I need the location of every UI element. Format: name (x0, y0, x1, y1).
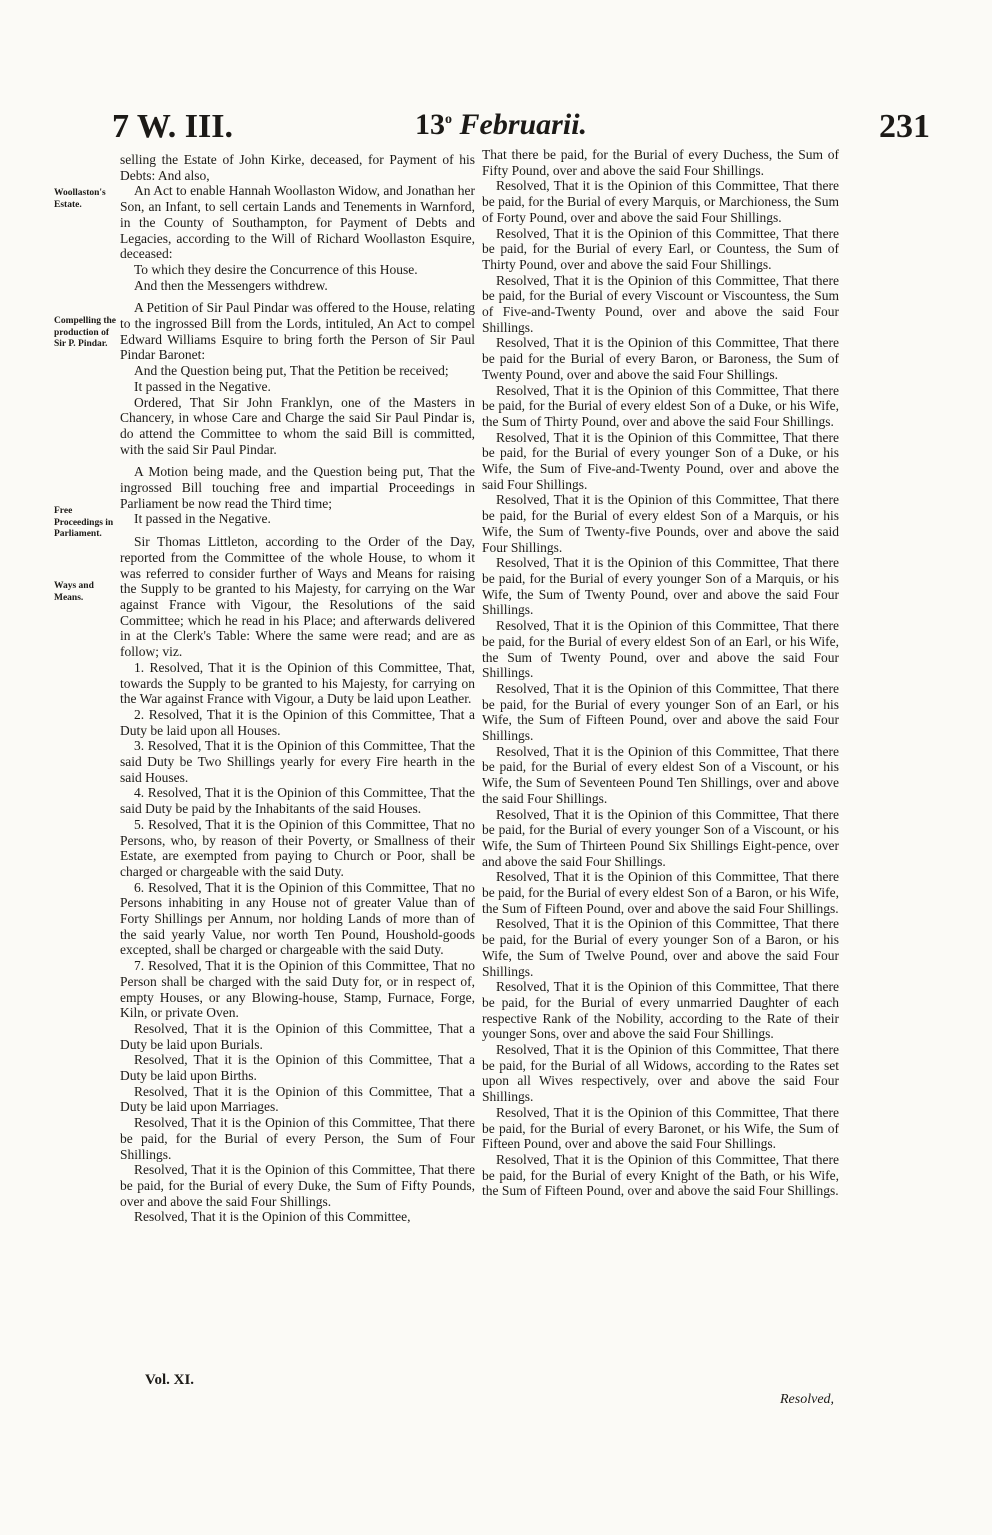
volume-signature: Vol. XI. (145, 1372, 195, 1388)
paragraph: Resolved, That it is the Opinion of this Committee, That there be paid, for the Burial of every Viscount or Viscountess, the Sum of Five-and-Twenty Pound, over and above the said Four Shillings. (482, 272, 839, 335)
paragraph: Resolved, That it is the Opinion of this Committee, That there be paid for the Burial of every Baron, or Baroness, the Sum of Twenty Pound, over and above the said Four Shillings. (482, 335, 839, 382)
paragraph: 5. Resolved, That it is the Opinion of this Committee, That no Persons, who, by reason of their Poverty, or Smallness of their Estate, are exempted from paying to Church or Poor, shall be charged or chargeable with the said Duty. (120, 816, 475, 879)
margin-note-woollaston: Woollaston's Estate. (54, 188, 106, 210)
left-column (120, 152, 475, 1225)
paragraph: Resolved, That it is the Opinion of this Committee, That a Duty be laid upon Burials. (120, 1020, 475, 1052)
paragraph: Resolved, That it is the Opinion of this Committee, That there be paid, for the Burial of every eldest Son of an Earl, or his Wife, the Sum of Twenty Pound, over and above the said Four Shillings. (482, 618, 839, 681)
paragraph: Resolved, That it is the Opinion of this Committee, That there be paid, for the Burial of every younger Son of a Duke, or his Wife, the Sum of Five-and-Twenty Pound, over and above the said Four Shillings. (482, 429, 839, 492)
paragraph: A Petition of Sir Paul Pindar was offered to the House, relating to the ingrossed Bill from the Lords, intituled, An Act to compel Edward Williams Esquire to bring forth the Person of Sir Paul Pindar Baronet: (120, 300, 475, 363)
paragraph: 2. Resolved, That it is the Opinion of this Committee, That a Duty be laid upon all Houses. (120, 706, 475, 738)
paragraph: 3. Resolved, That it is the Opinion of this Committee, That the said Duty be Two Shillings yearly for every Fire hearth in the said Houses. (120, 738, 475, 785)
margin-note-pindar: Compelling the production of Sir P. Pindar. (54, 316, 117, 349)
paragraph: Resolved, That it is the Opinion of this Committee, That there be paid, for the Burial of every younger Son of a Marquis, or his Wife, the Sum of Twenty Pound, over and above the said Four Shillings. (482, 555, 839, 618)
paragraph: Sir Thomas Littleton, according to the Order of the Day, reported from the Committee of the whole House, to whom it was referred to consider further of Ways and Means for raising the Supply to be granted to his Majesty, for carrying on the War against France with Vigour, the Resolutions of the said Committee; which he read in his Place; and afterwards delivered in at the Clerk's Table: Where the same were read; and are as follow; viz. (120, 534, 475, 660)
paragraph: Resolved, That it is the Opinion of this Committee, That a Duty be laid upon Births. (120, 1052, 475, 1084)
paragraph: Resolved, That it is the Opinion of this Committee, That there be paid, for the Burial of every Marquis, or Marchioness, the Sum of Forty Pound, over and above the said Four Shillings. (482, 178, 839, 225)
right-column (482, 147, 839, 1199)
paragraph: 1. Resolved, That it is the Opinion of this Committee, That, towards the Supply to be granted to his Majesty, for carrying on the War against France with Vigour, a Duty be laid upon Leather. (120, 659, 475, 707)
paragraph: Resolved, That it is the Opinion of this Committee, That there be paid, for the Burial of every eldest Son of a Baron, or his Wife, the Sum of Fifteen Pound, over and above the said Four Shillings. (482, 869, 839, 916)
paragraph: A Motion being made, and the Question being put, That the ingrossed Bill touching free and impartial Proceedings in Parliament be now read the Third time; (120, 464, 475, 511)
page-number: 231 (879, 108, 930, 145)
paragraph: Resolved, That it is the Opinion of this Committee, That there be paid, for the Burial of every younger Son of an Earl, or his Wife, the Sum of Fifteen Pound, over and above the said Four Shillings. (482, 680, 839, 744)
paragraph: Resolved, That it is the Opinion of this Committee, That there be paid, for the Burial of every Duke, the Sum of Fifty Pounds, over and above the said Four Shillings. (120, 1162, 475, 1209)
paragraph: Resolved, That it is the Opinion of this Committee, That there be paid, for the Burial of every Baronet, or his Wife, the Sum of Fifteen Pound, over and above the said Four Shillings. (482, 1104, 839, 1152)
paragraph: Resolved, That it is the Opinion of this Committee, That there be paid, for the Burial of every Knight of the Bath, or his Wife, the Sum of Fifteen Pound, over and above the said Four Shillings. (482, 1152, 839, 1199)
paragraph: 7. Resolved, That it is the Opinion of this Committee, That no Person shall be charged with the said Duty for, or in respect of, empty Houses, or any Blowing-house, Stamp, Furnace, Forge, Kiln, or private Oven. (120, 958, 475, 1021)
paragraph: Resolved, That it is the Opinion of this Committee, That there be paid, for the Burial of every eldest Son of a Duke, or his Wife, the Sum of Thirty Pound, over and above the said Four Shillings. (482, 382, 839, 429)
paragraph: Resolved, That it is the Opinion of this Committee, (134, 1209, 411, 1225)
paragraph: That there be paid, for the Burial of every Duchess, the Sum of Fifty Pound, over and above the said Four Shillings. (482, 147, 839, 178)
regnal-year: 7 W. III. (112, 108, 233, 145)
paragraph: To which they desire the Concurrence of this House. (134, 261, 418, 277)
paragraph: Resolved, That it is the Opinion of this Committee, That there be paid, for the Burial of every unmarried Daughter of each respective Rank of the Nobility, according to the Rate of their younger Sons, over and above the said Four Shillings. (482, 979, 839, 1042)
catchword: Resolved, (780, 1392, 835, 1407)
running-date: 13$^o$ Februarii. (415, 108, 588, 141)
paragraph: Resolved, That it is the Opinion of this Committee, That there be paid, for the Burial of every eldest Son of a Marquis, or his Wife, the Sum of Twenty-five Pounds, over and above the said Four Shillings. (482, 492, 839, 555)
paragraph: Ordered, That Sir John Franklyn, one of the Masters in Chancery, in whose Care and Charge the said Sir Paul Pindar is, do attend the Committee to whom the said Bill is committed, with the said Sir Paul Pindar. (120, 394, 475, 457)
margin-note-free: Free Proceedings in Parliament. (54, 506, 114, 539)
paragraph: Resolved, That it is the Opinion of this Committee, That there be paid, for the Burial of every younger Son of a Baron, or his Wife, the Sum of Twelve Pound, over and above the said Four Shillings. (482, 916, 839, 979)
paragraph: 4. Resolved, That it is the Opinion of this Committee, That the said Duty be paid by the Inhabitants of the said Houses. (120, 785, 475, 817)
paragraph: And then the Messengers withdrew. (134, 277, 328, 293)
margin-note-ways: Ways and Means. (54, 581, 94, 603)
paragraph: And the Question being put, That the Petition be received; (134, 363, 449, 379)
paragraph: Resolved, That it is the Opinion of this Committee, That a Duty be laid upon Marriages. (120, 1083, 475, 1115)
paragraph: 6. Resolved, That it is the Opinion of this Committee, That no Persons inhabiting in any House not of greater Value than of Forty Shillings per Annum, nor holding Lands of more than of the said yearly Value, nor worth Ten Pound, Houshold-goods excepted, shall be charged or chargeable with the said Duty. (120, 879, 475, 958)
paragraph: selling the Estate of John Kirke, deceased, for Payment of his Debts: And also, (120, 152, 475, 183)
paragraph: An Act to enable Hannah Woollaston Widow, and Jonathan her Son, an Infant, to sell certain Lands and Tenements in Warnford, in the County of Southampton, for Payment of Debts and Legacies, according to the Will of Richard Woollaston Esquire, deceased: (120, 183, 475, 262)
paragraph: It passed in the Negative. (134, 511, 271, 527)
paragraph: It passed in the Negative. (134, 378, 271, 394)
paragraph: Resolved, That it is the Opinion of this Committee, That there be paid, for the Burial of every Person, the Sum of Four Shillings. (120, 1115, 475, 1162)
paragraph: Resolved, That it is the Opinion of this Committee, That there be paid, for the Burial of every Earl, or Countess, the Sum of Thirty Pound, over and above the said Four Shillings. (482, 225, 839, 272)
paragraph: Resolved, That it is the Opinion of this Committee, That there be paid, for the Burial of all Widows, according to the Rates set upon all Wives respectively, over and above the said Four Shillings. (482, 1042, 839, 1105)
paragraph: Resolved, That it is the Opinion of this Committee, That there be paid, for the Burial of every eldest Son of a Viscount, or his Wife, the Sum of Seventeen Pound Ten Shillings, over and above the said Four Shillings. (482, 743, 839, 806)
paragraph: Resolved, That it is the Opinion of this Committee, That there be paid, for the Burial of every younger Son of a Viscount, or his Wife, the Sum of Thirteen Pound Six Shillings Eight-pence, over and above the said Four Shillings. (482, 806, 839, 869)
